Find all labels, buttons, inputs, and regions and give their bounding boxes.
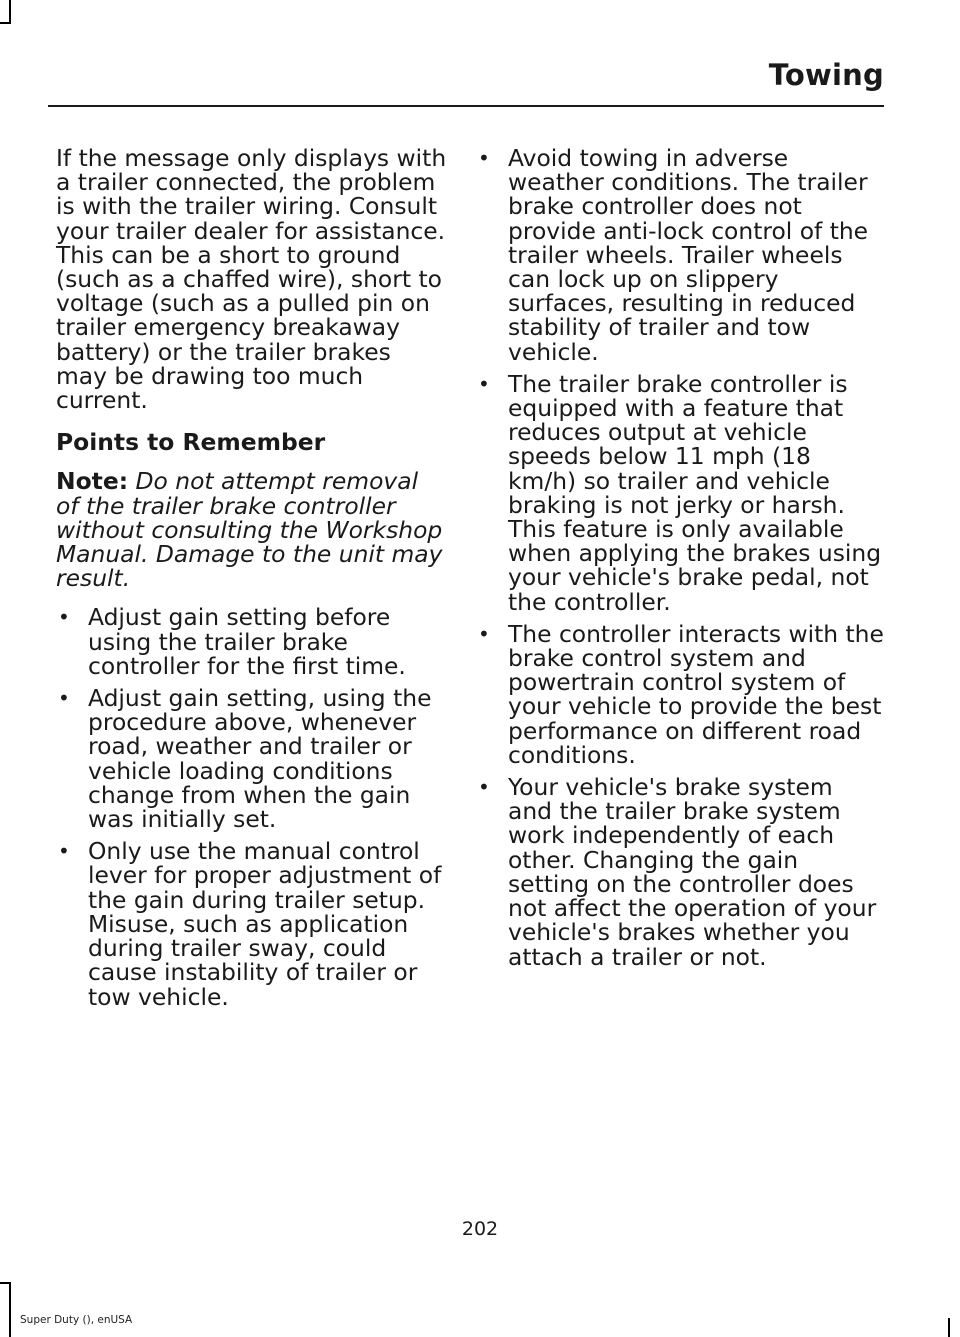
page-title: Towing bbox=[768, 58, 884, 92]
intro-paragraph: If the message only displays with a trailer connected, the problem is with the trailer wiring. Consult your trailer dealer for assistance. This can be a short to ground (such as a chaffed wire), short to voltage (such as a pulled pin on trailer emergency breakaway battery) or the trailer brakes may be drawing too much current. bbox=[56, 144, 447, 415]
list-item: • Adjust gain setting before using the trailer brake controller for the first time. bbox=[56, 605, 448, 678]
note-paragraph bbox=[56, 467, 448, 593]
right-column bbox=[476, 146, 884, 977]
header-divider bbox=[48, 105, 884, 107]
crop-mark-top-left-h bbox=[0, 22, 11, 24]
crop-mark-bottom-left-h bbox=[0, 1282, 11, 1284]
footer-doc-info: Super Duty (), enUSA bbox=[20, 1314, 133, 1326]
list-item: • The controller interacts with the brake control system and powertrain control system of your vehicle to provide the best performance on different road conditions. bbox=[476, 622, 884, 767]
list-item: • The trailer brake controller is equipped with a feature that reduces output at vehicle speeds below 11 mph (18 km/h) so trailer and vehicle braking is not jerky or harsh. This feature is only available when applying the brakes using your vehicle's brake pedal, not the controller. bbox=[476, 372, 884, 614]
crop-mark-bottom-left-v bbox=[9, 1282, 11, 1337]
list-item: • Your vehicle's brake system and the trailer brake system work independently of each other. Changing the gain setting on the controller does not affect the operation of your vehicle's brakes whether you attach a trailer or not. bbox=[476, 775, 884, 969]
section-heading: Points to Remember bbox=[56, 428, 326, 457]
left-bullet-list bbox=[56, 603, 448, 1011]
crop-mark-top-left-v bbox=[9, 0, 11, 22]
note-text: Do not attempt removal of the trailer brake controller without consulting the Workshop Manual. Damage to the unit may result. bbox=[56, 467, 443, 593]
list-item: • Only use the manual control lever for proper adjustment of the gain during trailer setup. Misuse, such as application during trailer sway, could cause instability of trailer or tow vehicle. bbox=[56, 839, 448, 1008]
note-label: Note: bbox=[56, 467, 129, 496]
page-number: 202 bbox=[461, 1218, 499, 1240]
crop-mark-bottom-right-v bbox=[948, 1318, 950, 1337]
right-bullet-list bbox=[476, 146, 884, 969]
left-column bbox=[56, 146, 448, 1017]
list-item: • Adjust gain setting, using the procedure above, whenever road, weather and trailer or vehicle loading conditions change from when the gain was initially set. bbox=[56, 686, 448, 831]
list-item: • Avoid towing in adverse weather conditions. The trailer brake controller does not provide anti-lock control of the trailer wheels. Trailer wheels can lock up on slippery surfaces, resulting in reduced stability of trailer and tow vehicle. bbox=[476, 146, 884, 364]
